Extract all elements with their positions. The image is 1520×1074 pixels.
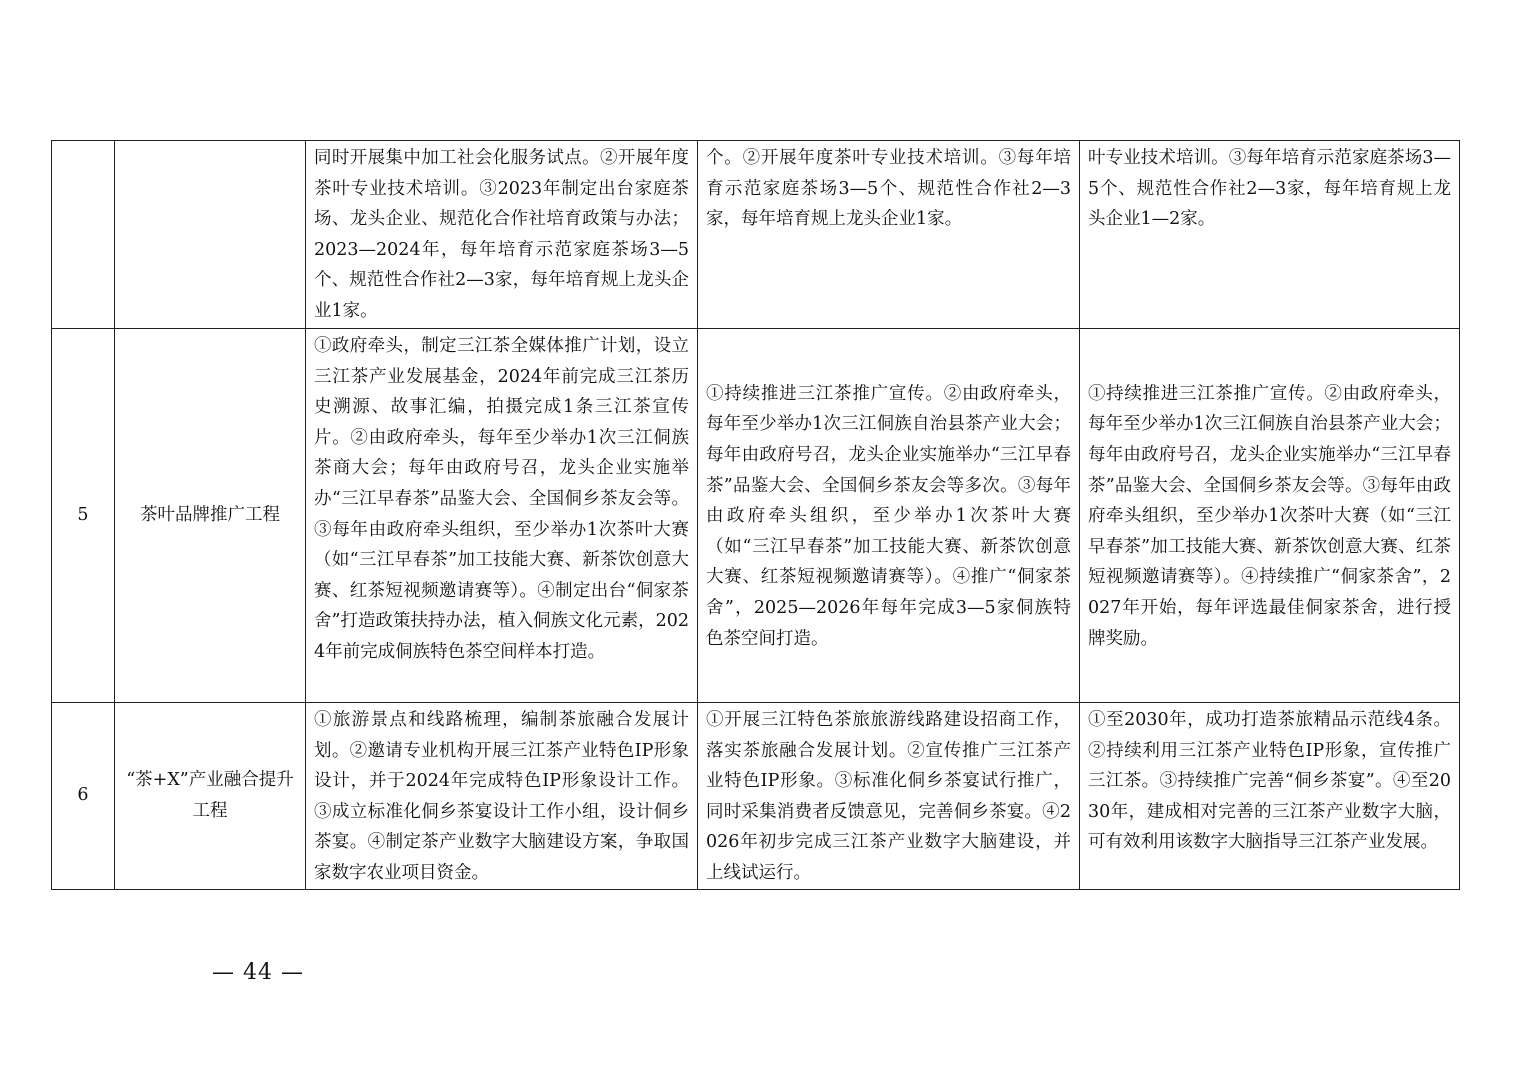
phase-1-cell: ①旅游景点和线路梳理，编制茶旅融合发展计划。②邀请专业机构开展三江茶产业特色IP形象设计，并于2024年完成特色IP形象设计工作。③成立标准化侗乡茶宴设计工作小组，设计侗乡茶宴。④制定茶产业数字大脑建设方案，争取国家数字农业项目资金。 xyxy=(306,703,698,890)
row-number: 5 xyxy=(52,329,115,703)
phase-2-cell: ①开展三江特色茶旅旅游线路建设招商工作，落实茶旅融合发展计划。②宣传推广三江茶产业特色IP形象。③标准化侗乡茶宴试行推广，同时采集消费者反馈意见，完善侗乡茶宴。④2026年初步完成三江茶产业数字大脑建设，并上线试运行。 xyxy=(698,703,1080,890)
phase-1-cell: 同时开展集中加工社会化服务试点。②开展年度茶叶专业技术培训。③2023年制定出台家庭茶场、龙头企业、规范化合作社培育政策与办法；2023—2024年，每年培育示范家庭茶场3—5个、规范性合作社2—3家，每年培育规上龙头企业1家。 xyxy=(306,141,698,329)
phase-3-cell: 叶专业技术培训。③每年培育示范家庭茶场3—5个、规范性合作社2—3家，每年培育规上龙头企业1—2家。 xyxy=(1080,141,1460,329)
phase-3-cell: ①至2030年，成功打造茶旅精品示范线4条。②持续利用三江茶产业特色IP形象，宣传推广三江茶。③持续推广完善“侗乡茶宴”。④至2030年，建成相对完善的三江茶产业数字大脑，可有效利用该数字大脑指导三江茶产业发展。 xyxy=(1080,703,1460,890)
project-name: 茶叶品牌推广工程 xyxy=(115,329,306,703)
table-row xyxy=(52,329,1460,703)
phase-3-cell: ①持续推进三江茶推广宣传。②由政府牵头，每年至少举办1次三江侗族自治县茶产业大会；每年由政府号召，龙头企业实施举办“三江早春茶”品鉴大会、全国侗乡茶友会等。③每年由政府牵头组织，至少举办1次茶叶大赛（如“三江早春茶”加工技能大赛、新茶饮创意大赛、红茶短视频邀请赛等）。④持续推广“侗家茶舍”，2027年开始，每年评选最佳侗家茶舍，进行授牌奖励。 xyxy=(1080,329,1460,703)
project-name xyxy=(115,141,306,329)
page-number: — 44 — xyxy=(212,960,304,985)
plan-table xyxy=(51,140,1460,890)
phase-2-cell: ①持续推进三江茶推广宣传。②由政府牵头，每年至少举办1次三江侗族自治县茶产业大会；每年由政府号召，龙头企业实施举办“三江早春茶”品鉴大会、全国侗乡茶友会等多次。③每年由政府牵头组织，至少举办1次茶叶大赛（如“三江早春茶”加工技能大赛、新茶饮创意大赛、红茶短视频邀请赛等）。④推广“侗家茶舍”，2025—2026年每年完成3—5家侗族特色茶空间打造。 xyxy=(698,329,1080,703)
row-number xyxy=(52,141,115,329)
table-row xyxy=(52,141,1460,329)
table-row xyxy=(52,703,1460,890)
phase-1-cell: ①政府牵头，制定三江茶全媒体推广计划，设立三江茶产业发展基金，2024年前完成三江茶历史溯源、故事汇编，拍摄完成1条三江茶宣传片。②由政府牵头，每年至少举办1次三江侗族茶商大会；每年由政府号召，龙头企业实施举办“三江早春茶”品鉴大会、全国侗乡茶友会等。③每年由政府牵头组织，至少举办1次茶叶大赛（如“三江早春茶”加工技能大赛、新茶饮创意大赛、红茶短视频邀请赛等）。④制定出台“侗家茶舍”打造政策扶持办法，植入侗族文化元素，2024年前完成侗族特色茶空间样本打造。 xyxy=(306,329,698,703)
project-name: “茶+X”产业融合提升工程 xyxy=(115,703,306,890)
phase-2-cell: 个。②开展年度茶叶专业技术培训。③每年培育示范家庭茶场3—5个、规范性合作社2—3家，每年培育规上龙头企业1家。 xyxy=(698,141,1080,329)
row-number: 6 xyxy=(52,703,115,890)
